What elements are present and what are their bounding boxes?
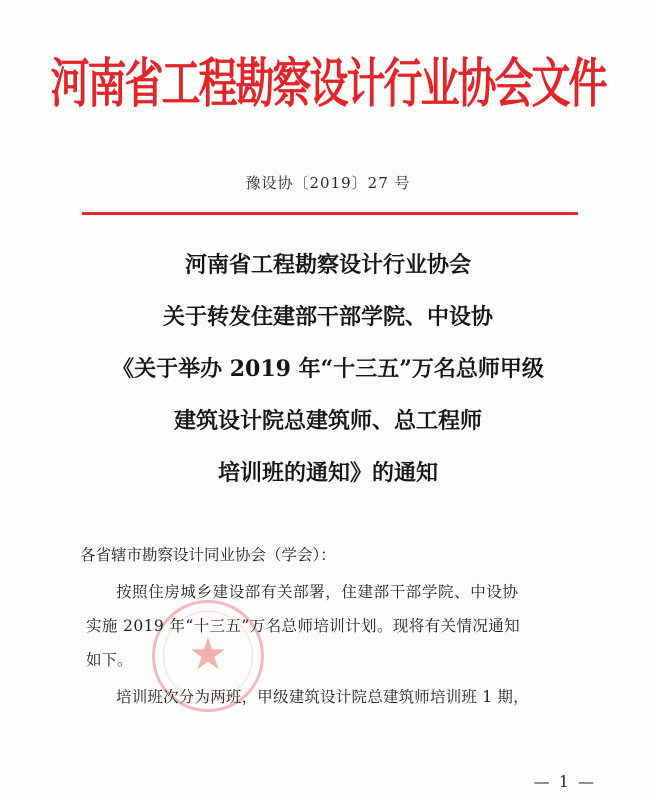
title-line-3: 《关于举办 2019 年“十三五”万名总师甲级 <box>112 356 544 382</box>
paragraph-1-line-3: 如下。 <box>86 651 133 669</box>
paragraph-1-line-1: 按照住房城乡建设部有关部署，住建部干部学院、中设协 <box>116 583 519 601</box>
document-header-title: 河南省工程勘察设计行业协会文件 <box>50 54 606 115</box>
document-number: 豫设协〔2019〕27 号 <box>245 174 411 192</box>
title-line-1: 河南省工程勘察设计行业协会 <box>184 252 471 278</box>
title-line-5: 培训班的通知》的通知 <box>217 460 438 486</box>
paragraph-2-line-1: 培训班次分为两班，甲级建筑设计院总建筑师培训班 1 期， <box>116 688 529 706</box>
page-number: — 1 — <box>533 772 596 791</box>
title-line-4: 建筑设计院总建筑师、总工程师 <box>173 408 482 434</box>
notice-title <box>0 252 656 512</box>
salutation: 各省辖市勘察设计同业协会（学会）： <box>80 546 336 564</box>
paragraph-1-line-2: 实施 2019 年“十三五”万名总师培训计划。现将有关情况通知 <box>86 617 521 635</box>
red-divider-line <box>82 212 578 215</box>
title-line-2: 关于转发住建部干部学院、中设协 <box>162 304 493 330</box>
star-icon: ★ <box>188 629 228 680</box>
